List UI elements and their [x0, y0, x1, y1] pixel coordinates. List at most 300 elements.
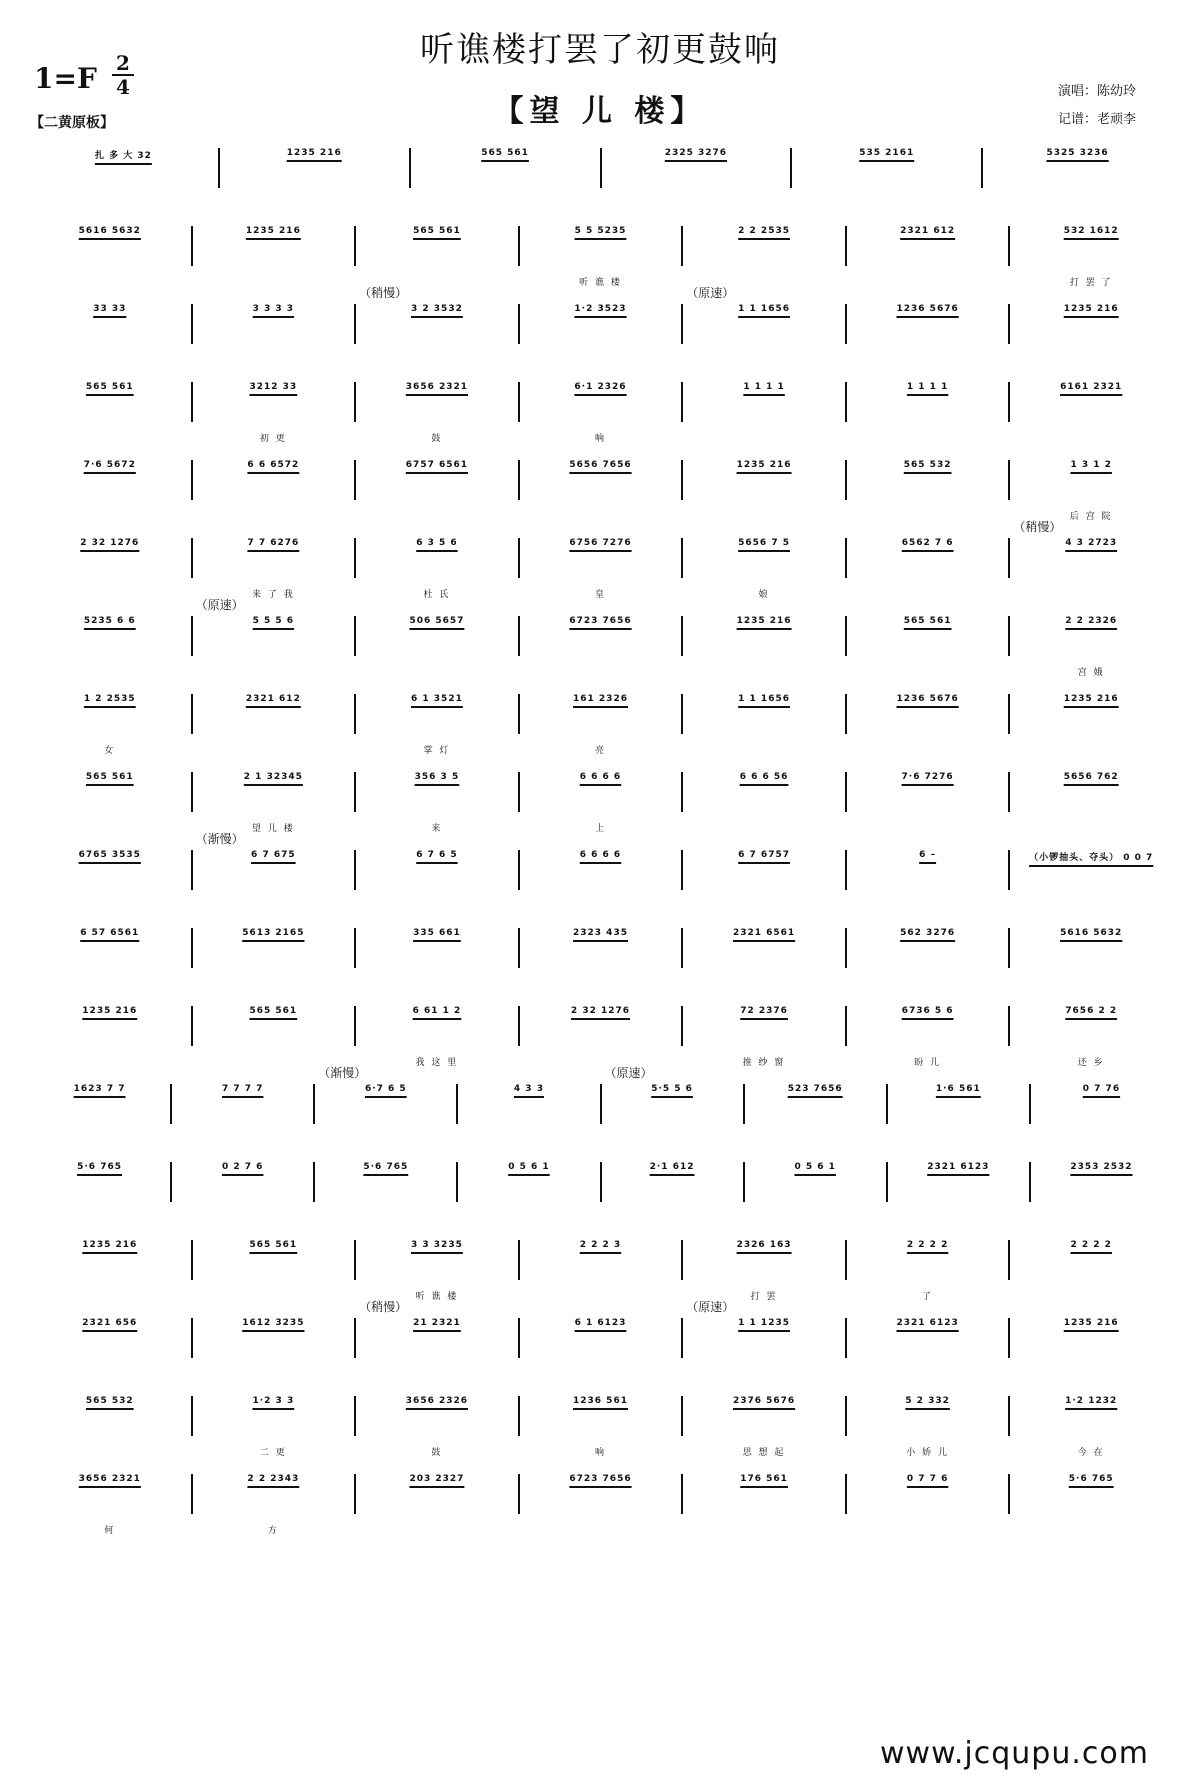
measure: [519, 376, 683, 456]
measure: [355, 532, 519, 612]
measure-notes: 565 561: [481, 148, 529, 158]
score-row: [28, 142, 1173, 222]
song-subtitle: 【望 儿 楼】: [493, 94, 707, 129]
measure: [846, 844, 1010, 924]
measure-notes: 3656 2326: [405, 1396, 469, 1406]
measure: [28, 1000, 192, 1080]
measure: [28, 688, 192, 768]
measure-notes: 2326 163: [736, 1240, 792, 1250]
measure-notes: 535 2161: [859, 148, 915, 158]
measure-notes: 2 2 2326: [1065, 616, 1118, 626]
measure-notes: 1 1 1235: [738, 1318, 790, 1328]
measure: [1009, 922, 1173, 1002]
measure: [846, 1468, 1010, 1548]
measure-lyric: 来: [431, 824, 443, 834]
measure: [28, 922, 192, 1002]
measure-notes: 5325 3236: [1046, 148, 1109, 158]
measure-notes: 565 561: [413, 226, 461, 236]
measure-notes: 7656 2 2: [1065, 1006, 1118, 1016]
measure: [28, 1234, 192, 1314]
measure: [355, 1000, 519, 1080]
measure-notes: 1 1 1 1: [743, 382, 785, 392]
measure-lyric: 我 这 里: [415, 1058, 459, 1068]
measure-notes: 6 1 3521: [411, 694, 463, 704]
measure: [682, 610, 846, 690]
measure-notes: 335 661: [413, 928, 461, 938]
measure: [682, 454, 846, 534]
tempo-mark: （原速）: [686, 1300, 735, 1314]
measure: [314, 1066, 457, 1158]
measure-lyric: 后 宫 院: [1069, 512, 1113, 522]
measure-notes: 6 3 5 6: [416, 538, 458, 548]
measure: [519, 1312, 683, 1392]
measure: [192, 598, 356, 690]
score-row: [28, 922, 1173, 1002]
measure-notes: 0 7 7 6: [906, 1474, 949, 1484]
measure: [355, 922, 519, 1002]
measure: [846, 1312, 1010, 1392]
measure-lyric: 响: [594, 434, 606, 444]
measure: [192, 298, 356, 378]
measure: [28, 376, 192, 456]
measure-notes: 1 1 1656: [738, 304, 790, 314]
score-row: [28, 376, 1173, 456]
measure: [846, 532, 1010, 612]
measure: [355, 766, 519, 846]
tempo-mark: （原速）: [686, 286, 735, 300]
measure-notes: 2323 435: [573, 928, 628, 938]
measure: [846, 1390, 1010, 1470]
measure: [28, 298, 192, 378]
measure-notes: 5235 6 6: [83, 616, 136, 626]
measure-notes: 2321 656: [82, 1318, 138, 1328]
notator-credit: 记谱：老顽李: [1058, 112, 1137, 127]
measure: [192, 376, 356, 456]
measure: [519, 766, 683, 846]
measure-notes: 6723 7656: [569, 1474, 632, 1484]
measure-lyric: 鼓: [431, 1448, 443, 1458]
measure-notes: 6 6 6 56: [739, 772, 789, 782]
score-row: [28, 1156, 1173, 1236]
singer-credit: 演唱：陈幼玲: [1058, 84, 1137, 99]
score-row: [28, 1066, 1173, 1158]
measure-notes: 5 5 5 6: [252, 616, 295, 626]
measure: [28, 220, 192, 300]
measure-lyric: 来 了 我: [251, 590, 295, 600]
measure-notes: 1623 7 7: [73, 1084, 126, 1094]
measure-notes: 176 561: [740, 1474, 788, 1484]
measure: [519, 1468, 683, 1548]
score-row: [28, 1000, 1173, 1080]
measure: [519, 1000, 683, 1080]
measure-notes: 2321 612: [900, 226, 956, 236]
measure: [355, 844, 519, 924]
measure: [846, 610, 1010, 690]
measure-notes: 2 2 2 3: [579, 1240, 622, 1250]
measure: [519, 1234, 683, 1314]
tempo-mark: （原速）: [604, 1066, 653, 1080]
measure: [28, 1468, 192, 1548]
measure-notes: 3212 33: [249, 382, 298, 392]
measure: [28, 610, 192, 690]
measure: [192, 922, 356, 1002]
measure-notes: 6·7 6 5: [364, 1084, 407, 1094]
measure: [846, 1000, 1010, 1080]
measure-notes: 356 3 5: [414, 772, 460, 782]
measure-lyric: 鼓: [431, 434, 443, 444]
measure-lyric: 听 谯 楼: [579, 278, 622, 288]
measure-notes: 3 3 3235: [411, 1240, 463, 1250]
banban-label: 【二黄原板】: [30, 115, 114, 131]
measure-notes: 6 6 6 6: [579, 850, 622, 860]
measure-notes: 7·6 5672: [83, 460, 136, 470]
measure: [887, 1078, 1030, 1158]
measure: [28, 1390, 192, 1470]
tempo-mark: （稍慢）: [1013, 520, 1062, 534]
measure: [682, 1468, 846, 1548]
measure-lyric: 女: [104, 746, 116, 756]
measure: [192, 220, 356, 300]
measure: [519, 922, 683, 1002]
measure: [846, 454, 1010, 534]
tempo-mark: （稍慢）: [359, 286, 408, 300]
measure-notes: 2321 6123: [896, 1318, 959, 1328]
measure-notes: 2 2 2 2: [1070, 1240, 1112, 1250]
measure-notes: 33 33: [93, 304, 127, 314]
measure-lyric: 今 在: [1077, 1448, 1105, 1458]
measure-notes: 2·1 612: [649, 1162, 695, 1172]
measure-notes: 2353 2532: [1070, 1162, 1133, 1172]
measure-notes: 1·2 1232: [1065, 1396, 1118, 1406]
measure-notes: 565 561: [249, 1240, 298, 1250]
score-row: [28, 688, 1173, 768]
measure-notes: 1236 561: [573, 1396, 628, 1406]
tempo-mark: （渐慢）: [195, 832, 244, 846]
measure-lyric: 宫 娥: [1077, 668, 1105, 678]
measure: [192, 832, 356, 924]
key-signature: 1=F: [34, 62, 97, 95]
measure: [28, 142, 219, 222]
measure: [1009, 1468, 1173, 1548]
measure-notes: 1·2 3523: [574, 304, 627, 314]
measure-lyric: 初 更: [259, 434, 287, 444]
tempo-mark: （原速）: [195, 598, 244, 612]
measure: [846, 766, 1010, 846]
measure-notes: 562 3276: [900, 928, 956, 938]
measure-notes: 2376 5676: [732, 1396, 796, 1406]
measure-notes: 523 7656: [787, 1084, 843, 1094]
measure: [744, 1078, 887, 1158]
measure-lyric: 娘: [758, 590, 770, 600]
measure-lyric: 方: [267, 1526, 279, 1536]
measure-lyric: 小 娇 儿: [906, 1448, 949, 1458]
measure-notes: 6 1 6123: [574, 1318, 627, 1328]
measure-notes: 6723 7656: [569, 616, 632, 626]
measure-notes: 4 3 3: [513, 1084, 544, 1094]
measure-notes: 1 1 1656: [738, 694, 790, 704]
watermark: www.jcqupu.com: [880, 1736, 1149, 1771]
measure: [1009, 220, 1173, 300]
measure: [519, 532, 683, 612]
measure-notes: 2321 6561: [732, 928, 796, 938]
song-title: 听谯楼打罢了初更鼓响: [420, 30, 780, 70]
measure: [355, 286, 519, 378]
measure: [519, 688, 683, 768]
measure: [171, 1078, 314, 1158]
measure-notes: 扎 多 大 32: [94, 151, 152, 161]
measure: [682, 1390, 846, 1470]
measure-notes: 2321 6123: [927, 1162, 990, 1172]
measure: [791, 142, 982, 222]
measure-notes: 5 5 5235: [574, 226, 627, 236]
measure-notes: 72 2376: [740, 1006, 788, 1016]
measure-lyric: 打 罢 了: [1069, 278, 1113, 288]
measure-notes: 2 2 2535: [738, 226, 790, 236]
measure: [1009, 520, 1173, 612]
measure-notes: 1235 216: [736, 460, 792, 470]
measure: [28, 454, 192, 534]
score-row: [28, 454, 1173, 534]
measure-notes: 2 1 32345: [243, 772, 303, 782]
measure-notes: 1235 216: [1063, 694, 1119, 704]
measure-notes: 5·6 765: [77, 1162, 122, 1172]
measure: [887, 1156, 1030, 1236]
measure-notes: 5613 2165: [242, 928, 305, 938]
score-row: [28, 598, 1173, 690]
measure: [744, 1156, 887, 1236]
measure-notes: 2 32 1276: [570, 1006, 631, 1016]
measure-notes: 3656 2321: [405, 382, 469, 392]
measure-notes: 7·6 7276: [901, 772, 954, 782]
measure-notes: 5656 7656: [569, 460, 632, 470]
measure: [192, 1468, 356, 1548]
measure-notes: 1 2 2535: [83, 694, 136, 704]
measure: [1009, 766, 1173, 846]
measure-lyric: 打 罢: [750, 1292, 778, 1302]
measure-lyric: 推 纱 窗: [742, 1058, 786, 1068]
measure-lyric: 掌 灯: [423, 746, 451, 756]
measure: [1009, 1000, 1173, 1080]
score-row: [28, 1234, 1173, 1314]
measure: [1009, 1312, 1173, 1392]
measure-notes: 0 2 7 6: [221, 1162, 264, 1172]
measure: [1009, 298, 1173, 378]
measure: [355, 454, 519, 534]
measure-notes: 1236 5676: [896, 304, 959, 314]
measure: [682, 844, 846, 924]
measure-notes: 5616 5632: [1060, 928, 1123, 938]
measure: [355, 688, 519, 768]
credits: [1058, 78, 1136, 134]
measure-notes: 1235 216: [736, 616, 792, 626]
measure: [519, 610, 683, 690]
measure-notes: 2 2 2343: [247, 1474, 300, 1484]
measure-notes: 1235 216: [286, 148, 342, 158]
measure: [846, 298, 1010, 378]
measure: [846, 376, 1010, 456]
measure-notes: 6·1 2326: [574, 382, 627, 392]
measure: [355, 1468, 519, 1548]
measure-notes: 2325 3276: [664, 148, 728, 158]
measure-notes: 6757 6561: [405, 460, 469, 470]
measure: [28, 1312, 192, 1392]
measure: [355, 376, 519, 456]
measure: [1009, 688, 1173, 768]
measure: [519, 454, 683, 534]
measure-notes: 6 6 6 6: [579, 772, 622, 782]
measure: [682, 286, 846, 378]
measure-notes: 6 57 6561: [80, 928, 140, 938]
measure-lyric: 还 乡: [1077, 1058, 1105, 1068]
measure: [355, 1390, 519, 1470]
measure-notes: 5616 5632: [78, 226, 141, 236]
measure: [601, 142, 792, 222]
score-row: [28, 1468, 1173, 1548]
measure-lyric: 听 谯 楼: [415, 1292, 459, 1302]
measure: [1009, 610, 1173, 690]
measure-notes: 532 1612: [1063, 226, 1119, 236]
measure-notes: 565 532: [85, 1396, 134, 1406]
measure: [355, 1300, 519, 1392]
measure: [982, 142, 1173, 222]
measure-notes: 3656 2321: [78, 1474, 141, 1484]
measure-notes: 6756 7276: [569, 538, 632, 548]
measure-notes: 2 32 1276: [80, 538, 140, 548]
measure: [682, 688, 846, 768]
measure-lyric: 皇: [594, 590, 606, 600]
measure: [314, 1156, 457, 1236]
measure: [519, 1390, 683, 1470]
measure: [846, 220, 1010, 300]
measure: [28, 532, 192, 612]
measure-notes: 6 7 6757: [738, 850, 790, 860]
time-signature-top: 2: [112, 52, 134, 76]
measure: [457, 1078, 600, 1158]
measure-notes: 7 7 6276: [247, 538, 300, 548]
measure: [171, 1156, 314, 1236]
measure-notes: 6 –: [919, 850, 937, 860]
measure: [28, 844, 192, 924]
measure-notes: 1·6 561: [935, 1084, 981, 1094]
measure-notes: 7 7 7 7: [221, 1084, 264, 1094]
measure: [1030, 1156, 1173, 1236]
score-row: [28, 1390, 1173, 1470]
measure-notes: 1235 216: [1063, 1318, 1119, 1328]
measure-notes: 565 561: [85, 772, 134, 782]
measure: [192, 1312, 356, 1392]
measure-notes: 565 532: [903, 460, 952, 470]
measure: [846, 922, 1010, 1002]
measure: [192, 1390, 356, 1470]
measure-notes: 6161 2321: [1060, 382, 1123, 392]
measure: [846, 688, 1010, 768]
measure-notes: 565 561: [903, 616, 952, 626]
measure-notes: 1235 216: [1063, 304, 1119, 314]
measure: [192, 688, 356, 768]
score-row: [28, 832, 1173, 924]
measure-notes: 6 7 675: [251, 850, 296, 860]
measure-notes: 21 2321: [413, 1318, 461, 1328]
measure-notes: 3 3 3 3: [252, 304, 295, 314]
measure: [457, 1156, 600, 1236]
measure-notes: 565 561: [249, 1006, 298, 1016]
tempo-mark: （渐慢）: [318, 1066, 367, 1080]
measure: [192, 454, 356, 534]
measure: [219, 142, 410, 222]
measure-lyric: 盼 儿: [914, 1058, 942, 1068]
measure-lyric: 杜 氏: [423, 590, 451, 600]
measure-lyric: 思 想 起: [742, 1448, 786, 1458]
measure: [601, 1156, 744, 1236]
measure: [1009, 1234, 1173, 1314]
measure-notes: 1612 3235: [242, 1318, 305, 1328]
measure-notes: 203 2327: [409, 1474, 465, 1484]
measure: [682, 766, 846, 846]
measure-notes: 1·2 3 3: [252, 1396, 295, 1406]
score-row: [28, 1300, 1173, 1392]
time-signature-bottom: 4: [116, 75, 130, 99]
measure: [682, 922, 846, 1002]
measure: [1030, 1078, 1173, 1158]
measure-notes: 0 7 76: [1082, 1084, 1121, 1094]
measure-lyric: 望 儿 楼: [251, 824, 295, 834]
measure-notes: 5·6 765: [363, 1162, 409, 1172]
measure-notes: 506 5657: [409, 616, 465, 626]
measure-notes: 6562 7 6: [901, 538, 954, 548]
measure-notes: 6765 3535: [78, 850, 141, 860]
measure-lyric: 二 更: [259, 1448, 287, 1458]
measure: [682, 376, 846, 456]
measure: [519, 220, 683, 300]
measure-notes: 1235 216: [82, 1240, 138, 1250]
measure-notes: 1 3 1 2: [1070, 460, 1112, 470]
measure-notes: 6 6 6572: [247, 460, 300, 470]
measure-notes: 3 2 3532: [411, 304, 463, 314]
measure-notes: 1236 5676: [896, 694, 959, 704]
measure-notes: 5 2 332: [905, 1396, 950, 1406]
measure: [519, 298, 683, 378]
measure-notes: 5·5 5 6: [651, 1084, 693, 1094]
score-header: [0, 0, 1200, 150]
measure-lyric: 何: [104, 1526, 116, 1536]
tempo-mark: （稍慢）: [359, 1300, 408, 1314]
measure-notes: 565 561: [85, 382, 134, 392]
score-row: [28, 220, 1173, 300]
measure: [28, 1156, 171, 1236]
measure: [28, 766, 192, 846]
measure: [1009, 376, 1173, 456]
time-signature: [112, 52, 134, 98]
measure-notes: 2321 612: [245, 694, 301, 704]
measure-notes: 4 3 2723: [1065, 538, 1118, 548]
measure: [355, 610, 519, 690]
measure-lyric: 响: [594, 1448, 606, 1458]
measure-notes: 161 2326: [573, 694, 628, 704]
measure-notes: 1235 216: [245, 226, 301, 236]
measure: [410, 142, 601, 222]
measure-notes: （小锣抽头、夺头） 0 0 7: [1029, 853, 1154, 863]
measure: [519, 844, 683, 924]
measure-notes: 5656 7 5: [738, 538, 790, 548]
measure-notes: 1235 216: [82, 1006, 138, 1016]
measure-notes: 5·6 765: [1068, 1474, 1114, 1484]
measure: [682, 1300, 846, 1392]
measure-notes: 6 7 6 5: [416, 850, 458, 860]
measure-notes: 2 2 2 2: [906, 1240, 949, 1250]
score-row: [28, 286, 1173, 378]
measure-notes: 1 1 1 1: [906, 382, 949, 392]
measure-notes: 5656 762: [1063, 772, 1119, 782]
